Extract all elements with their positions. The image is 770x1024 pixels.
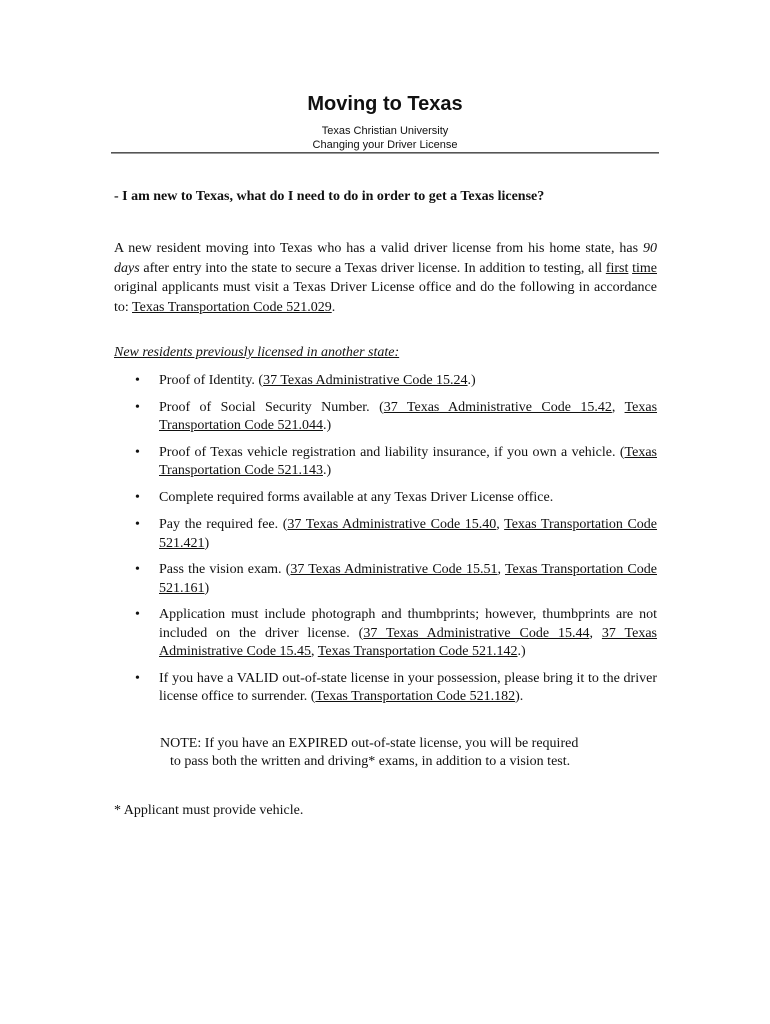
footnote: * Applicant must provide vehicle. xyxy=(114,803,304,818)
list-item xyxy=(114,606,657,662)
intro-days: 90 days xyxy=(114,241,657,276)
code-link[interactable]: Texas Transportation Code 521.044 xyxy=(159,399,658,433)
code-link[interactable]: Texas Transportation Code 521.421 xyxy=(159,517,658,551)
code-link[interactable]: Texas Transportation Code 521.161 xyxy=(159,562,657,596)
code-link[interactable]: 37 Texas Administrative Code 15.44 xyxy=(363,625,590,641)
item-text: Pass the vision exam. ( xyxy=(159,562,291,577)
item-text: , xyxy=(497,562,505,577)
item-text: , xyxy=(611,399,625,415)
subtitle-topic: Changing your Driver License xyxy=(312,139,458,151)
intro-time: time xyxy=(632,260,657,276)
item-text: Application must include photograph and thumbprints; however, thumbprints are not included on the driver license. ( xyxy=(159,607,657,641)
item-text: , xyxy=(589,625,602,641)
bullet: • xyxy=(135,670,140,686)
item-text: .) xyxy=(517,644,526,659)
bullet: • xyxy=(135,373,140,388)
item-text: If you have a VALID out-of-state license in your possession, please bring it to the driver license office to surrender. ( xyxy=(159,670,657,704)
bullet: • xyxy=(135,489,140,505)
note-line-1: NOTE: If you have an EXPIRED out-of-state license, you will be required xyxy=(160,736,579,751)
item-text: ). xyxy=(515,689,524,704)
list-item xyxy=(114,516,657,553)
bullet: • xyxy=(135,399,140,415)
intro-text-1: A new resident moving into Texas who has a valid driver license from his home state, has xyxy=(114,241,643,256)
bullet: • xyxy=(135,607,140,622)
note-block xyxy=(160,735,640,771)
item-text: , xyxy=(311,644,318,659)
code-link[interactable]: 37 Texas Administrative Code 15.45 xyxy=(159,625,658,659)
code-link[interactable]: 37 Texas Administrative Code 15.42 xyxy=(383,399,612,415)
list-item xyxy=(114,670,657,707)
item-text: ) xyxy=(204,535,210,551)
intro-text-2: after entry into the state to secure a Texas driver license. In addition to testing, all xyxy=(139,260,606,276)
section-heading: New residents previously licensed in another state: xyxy=(114,345,400,360)
intro-text-5: . xyxy=(331,299,336,315)
list-item xyxy=(114,399,657,436)
list-item xyxy=(114,372,657,391)
page-title: Moving to Texas xyxy=(307,93,463,115)
item-text: Proof of Social Security Number. ( xyxy=(159,399,384,415)
bullet: • xyxy=(135,517,140,532)
item-text: , xyxy=(496,517,505,532)
bullet: • xyxy=(135,562,140,577)
note-line-2: to pass both the written and driving* exams, in addition to a vision test. xyxy=(170,754,571,769)
list-item xyxy=(114,489,657,508)
intro-code-link[interactable]: Texas Transportation Code 521.029 xyxy=(132,299,332,315)
item-text: Complete required forms available at any Texas Driver License office. xyxy=(159,489,554,505)
item-text: .) xyxy=(467,373,476,388)
item-text: .) xyxy=(322,418,332,433)
intro-paragraph xyxy=(114,239,657,317)
item-text: ) xyxy=(204,580,210,596)
intro-text-4: original applicants must visit a Texas Driver License office and do the following in accordance to: xyxy=(114,280,657,315)
bullet: • xyxy=(135,444,140,460)
header-divider xyxy=(111,152,659,154)
item-text: Pay the required fee. ( xyxy=(159,517,288,532)
code-link[interactable]: Texas Transportation Code 521.143 xyxy=(159,444,657,478)
code-link[interactable]: Texas Transportation Code 521.142 xyxy=(317,644,518,659)
item-text: Proof of Identity. ( xyxy=(159,373,264,388)
list-item xyxy=(114,561,657,598)
item-text: Proof of Texas vehicle registration and liability insurance, if you own a vehicle. ( xyxy=(159,444,625,460)
code-link[interactable]: 37 Texas Administrative Code 15.40 xyxy=(287,517,497,532)
list-item xyxy=(114,444,657,481)
item-text: .) xyxy=(322,463,332,478)
question-heading: - I am new to Texas, what do I need to do in order to get a Texas license? xyxy=(114,189,545,204)
code-link[interactable]: 37 Texas Administrative Code 15.24 xyxy=(263,373,468,388)
code-link[interactable]: Texas Transportation Code 521.182 xyxy=(315,689,516,704)
intro-first: first xyxy=(605,260,629,276)
requirements-list xyxy=(114,372,657,707)
code-link[interactable]: 37 Texas Administrative Code 15.51 xyxy=(290,562,498,577)
subtitle-university: Texas Christian University xyxy=(321,125,449,137)
